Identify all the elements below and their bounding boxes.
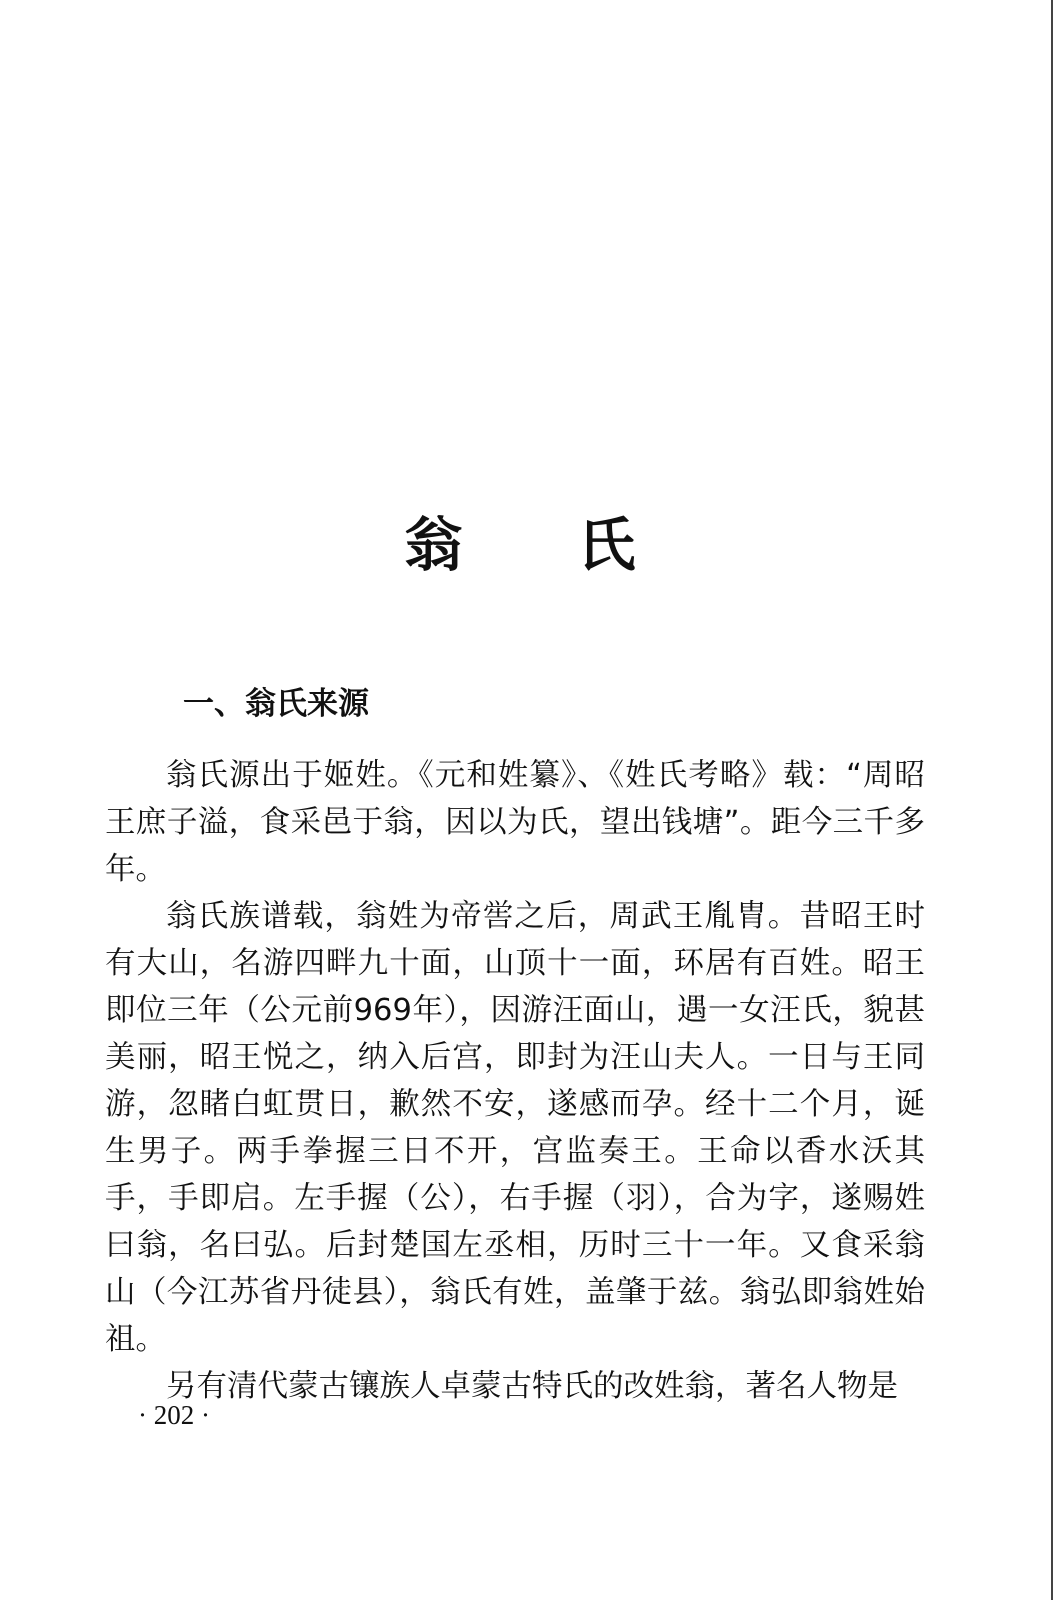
page-title <box>0 505 1040 585</box>
paragraph-origin: 翁氏源出于姬姓。《元和姓纂》、《姓氏考略》载：“周昭王庶子溢，食采邑于翁，因以为氏，望出钱塘”。距今三千多年。 <box>105 758 925 887</box>
section-heading: 一、翁氏来源 <box>183 686 369 722</box>
page-edge-line <box>1051 0 1053 1600</box>
paragraph-genealogy: 翁氏族谱载，翁姓为帝喾之后，周武王胤胄。昔昭王时有大山，名游四畔九十面，山顶十一面，环居有百姓。昭王即位三年（公元前969年），因游汪面山，遇一女汪氏，貌甚美丽，昭王悦之，纳入后宫，即封为汪山夫人。一日与王同游，忽睹白虹贯日，歉然不安，遂感而孕。经十二个月，诞生男子。两手拳握三日不开，宫监奏王。王命以香水沃其手，手即启。左手握（公），右手握（羽），合为字，遂赐姓曰翁，名曰弘。后封楚国左丞相，历时三十一年。又食采翁山（今江苏省丹徒县），翁氏有姓，盖肇于兹。翁弘即翁姓始祖。 <box>105 899 925 1357</box>
title-char-1: 翁 <box>404 511 463 579</box>
paragraph-qing-dynasty: 另有清代蒙古镶族人卓蒙古特氏的改姓翁，著名人物是 <box>166 1369 898 1404</box>
body-text <box>105 752 925 1410</box>
page-number: · 202 · <box>138 1400 210 1430</box>
title-char-2: 氏 <box>577 511 636 579</box>
